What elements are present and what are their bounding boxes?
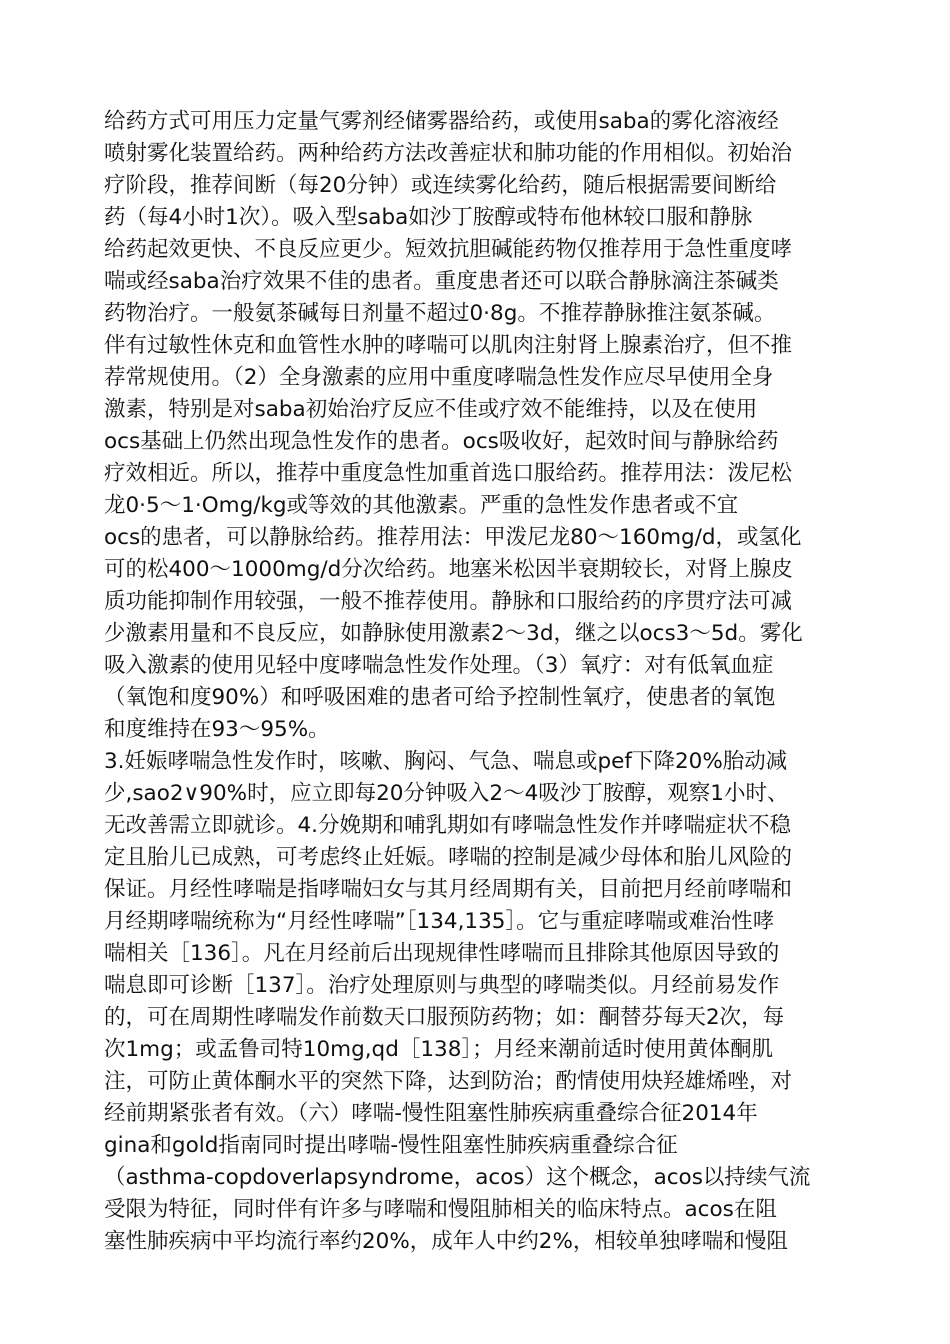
text-line: ocs基础上仍然出现急性发作的患者。ocs吸收好，起效时间与静脉给药 (104, 429, 779, 454)
text-line: 喘息即可诊断［137］。治疗处理原则与典型的哮喘类似。月经前易发作 (104, 973, 780, 998)
text-line: 吸入激素的使用见轻中度哮喘急性发作处理。（3）氧疗：对有低氧血症 (104, 653, 774, 678)
text-line: 给药方式可用压力定量气雾剂经储雾器给药，或使用saba的雾化溶液经 (104, 109, 779, 134)
text-line: 药物治疗。一般氨茶碱每日剂量不超过0·8g。不推荐静脉推注氨茶碱。 (104, 301, 776, 326)
text-line: 3.妊娠哮喘急性发作时，咳嗽、胸闷、气急、喘息或pef下降20%胎动减 (104, 749, 788, 774)
text-line: ocs的患者，可以静脉给药。推荐用法：甲泼尼龙80～160mg/d，或氢化 (104, 525, 802, 550)
text-line: 荐常规使用。（2）全身激素的应用中重度哮喘急性发作应尽早使用全身 (104, 365, 774, 390)
text-line: 给药起效更快、不良反应更少。短效抗胆碱能药物仅推荐用于急性重度哮 (104, 237, 793, 262)
text-line: 疗阶段，推荐间断（每20分钟）或连续雾化给药，随后根据需要间断给 (104, 173, 777, 198)
text-line: （氧饱和度90%）和呼吸困难的患者可给予控制性氧疗，使患者的氧饱 (104, 685, 776, 710)
text-line: 塞性肺疾病中平均流行率约20%，成年人中约2%，相较单独哮喘和慢阻 (104, 1229, 788, 1254)
text-line: 无改善需立即就诊。4.分娩期和哺乳期如有哮喘急性发作并哮喘症状不稳 (104, 813, 792, 838)
text-line: （asthma-copdoverlapsyndrome，acos）这个概念，acos以持续气流 (104, 1165, 811, 1190)
text-line: 注，可防止黄体酮水平的突然下降，达到防治；酌情使用炔羟雄烯唑，对 (104, 1069, 793, 1094)
text-line: 保证。月经性哮喘是指哮喘妇女与其月经周期有关，目前把月经前哮喘和 (104, 877, 793, 902)
text-line: 受限为特征，同时伴有许多与哮喘和慢阻肺相关的临床特点。acos在阻 (104, 1197, 777, 1222)
text-line: 的，可在周期性哮喘发作前数天口服预防药物；如：酮替芬每天2次，每 (104, 1005, 785, 1030)
text-line: 喷射雾化装置给药。两种给药方法改善症状和肺功能的作用相似。初始治 (104, 141, 793, 166)
text-line: 经前期紧张者有效。（六）哮喘-慢性阻塞性肺疾病重叠综合征2014年 (104, 1101, 758, 1126)
text-line: 激素，特别是对saba初始治疗反应不佳或疗效不能维持，以及在使用 (104, 397, 758, 422)
text-line: 伴有过敏性休克和血管性水肿的哮喘可以肌肉注射肾上腺素治疗，但不推 (104, 333, 793, 358)
text-line: 和度维持在93～95%。 (104, 717, 330, 742)
text-line: 次1mg；或孟鲁司特10mg,qd［138］；月经来潮前适时使用黄体酮肌 (104, 1037, 774, 1062)
text-line: 喘相关［136］。凡在月经前后出现规律性哮喘而且排除其他原因导致的 (104, 941, 780, 966)
text-line: 疗效相近。所以，推荐中重度急性加重首选口服给药。推荐用法：泼尼松 (104, 461, 793, 486)
text-line: 少激素用量和不良反应，如静脉使用激素2～3d，继之以ocs3～5d。雾化 (104, 621, 803, 646)
text-line: 质功能抑制作用较强，一般不推荐使用。静脉和口服给药的序贯疗法可减 (104, 589, 793, 614)
text-line: 月经期哮喘统称为“月经性哮喘”［134,135］。它与重症哮喘或难治性哮 (104, 909, 775, 934)
text-line: 龙0·5～1·Omg/kg或等效的其他激素。严重的急性发作患者或不宜 (104, 493, 739, 518)
text-line: gina和gold指南同时提出哮喘-慢性阻塞性肺疾病重叠综合征 (104, 1133, 678, 1158)
text-line: 可的松400～1000mg/d分次给药。地塞米松因半衰期较长，对肾上腺皮 (104, 557, 793, 582)
text-line: 少,sao2∨90%时，应立即每20分钟吸入2～4吸沙丁胺醇，观察1小时、 (104, 781, 789, 806)
text-line: 定且胎儿已成熟，可考虑终止妊娠。哮喘的控制是减少母体和胎儿风险的 (104, 845, 793, 870)
text-line: 喘或经saba治疗效果不佳的患者。重度患者还可以联合静脉滴注茶碱类 (104, 269, 779, 294)
text-line: 药（每4小时1次）。吸入型saba如沙丁胺醇或特布他林较口服和静脉 (104, 205, 753, 230)
